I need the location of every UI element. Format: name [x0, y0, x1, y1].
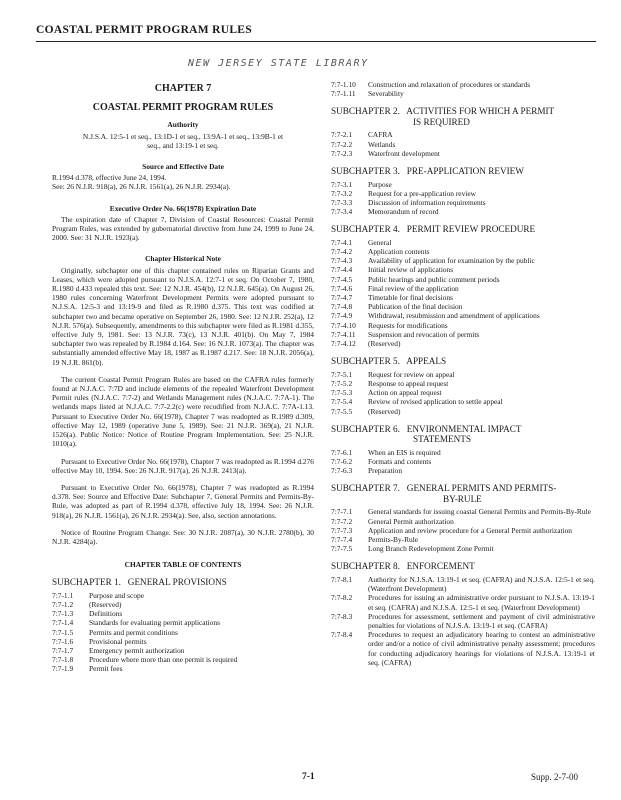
- toc-section-title: Permit fees: [89, 664, 123, 674]
- toc-section-number: 7:7-2.3: [331, 148, 353, 158]
- toc-section-number: 7:7-5.5: [331, 406, 353, 416]
- toc-section-number: 7:7-3.4: [331, 207, 353, 217]
- toc-section-number: 7:7-2.1: [331, 130, 353, 140]
- toc-section-number: 7:7-4.5: [331, 274, 353, 284]
- toc-section-title: Formats and contents: [368, 456, 432, 466]
- toc-section-title: General: [368, 237, 392, 247]
- toc-section-number: 7:7-8.2: [331, 593, 353, 603]
- toc-entry: [331, 140, 595, 149]
- toc-section-number: 7:7-1.11: [331, 89, 356, 99]
- toc-section-title: Discussion of information requirements: [368, 197, 486, 207]
- toc-entry: [331, 535, 595, 544]
- subchapter-6-title: [331, 424, 595, 445]
- toc-section-title: Public hearings and public comment periods: [368, 274, 500, 284]
- toc-entry: [331, 517, 595, 526]
- toc-section-number: 7:7-6.1: [331, 447, 353, 457]
- toc-section-number: 7:7-4.2: [331, 247, 353, 257]
- source-line-1: R.1994 d.378, effective June 24, 1994.: [52, 173, 167, 183]
- chapter-number: CHAPTER 7: [154, 83, 212, 94]
- toc-section-title: Final review of the application: [368, 283, 459, 293]
- subchapter-5-title: SUBCHAPTER 5. APPEALS: [331, 356, 447, 367]
- subchapter-2-title: [331, 106, 595, 127]
- subchapter-6-list: [331, 448, 595, 476]
- right-column: [331, 80, 595, 667]
- toc-entry: [331, 379, 595, 388]
- toc-section-title: Review of revised application to settle appeal: [368, 397, 503, 407]
- toc-entry: [331, 457, 595, 466]
- toc-section-title: Response to appeal request: [368, 378, 449, 388]
- subchapter-2-list: [331, 130, 595, 158]
- toc-entry: [331, 321, 595, 330]
- toc-section-number: 7:7-8.1: [331, 574, 353, 584]
- toc-entry: [331, 388, 595, 397]
- toc-section-title: Emergency permit authorization: [89, 646, 185, 656]
- toc-section-title: Severability: [368, 89, 404, 99]
- toc-entry: [331, 247, 595, 256]
- toc-section-number: 7:7-4.6: [331, 283, 353, 293]
- source-heading: Source and Effective Date: [142, 162, 224, 172]
- toc-entry: [331, 302, 595, 311]
- executive-order-heading: Executive Order No. 66(1978) Expiration Date: [109, 203, 257, 213]
- toc-section-number: 7:7-3.1: [331, 179, 353, 189]
- toc-entry: [331, 149, 595, 158]
- subchapter-6-title-line-2: STATEMENTS: [413, 434, 471, 445]
- toc-section-title: Publication of the final decision: [368, 302, 463, 312]
- toc-section-number: 7:7-8.3: [331, 611, 353, 621]
- running-head: COASTAL PERMIT PROGRAM RULES: [36, 24, 252, 36]
- toc-entry: [331, 265, 595, 274]
- toc-section-number: 7:7-4.10: [331, 320, 356, 330]
- subchapter-8-title: SUBCHAPTER 8. ENFORCEMENT: [331, 561, 475, 572]
- toc-entry: [331, 284, 595, 293]
- toc-entry: [331, 526, 595, 535]
- historical-note-p3: Pursuant to Executive Order No. 66(1978), Chapter 7 was readopted as R.1994 d.276 effective May 10, 1994. See: 26 N.J.R. 917(a), 26 N.J.R. 2413(a).: [52, 456, 314, 475]
- toc-section-title: Purpose and scope: [89, 590, 145, 600]
- toc-entry: [331, 370, 595, 379]
- toc-section-title: Availability of application for examination by the public: [368, 256, 535, 266]
- toc-section-title: Suspension and revocation of permits: [368, 329, 480, 339]
- subchapter-5-list: [331, 370, 595, 416]
- toc-section-number: 7:7-5.1: [331, 369, 353, 379]
- subchapter-1-continued-list: [331, 80, 595, 98]
- toc-section-title: Memorandum of record: [368, 207, 439, 217]
- toc-section-title: Purpose: [368, 179, 392, 189]
- toc-entry: [331, 275, 595, 284]
- toc-section-number: 7:7-1.10: [331, 80, 356, 89]
- toc-entry: [331, 238, 595, 247]
- toc-section-number: 7:7-1.3: [52, 609, 74, 619]
- toc-section-number: 7:7-1.1: [52, 590, 74, 600]
- toc-section-number: 7:7-8.4: [331, 630, 353, 640]
- toc-entry: [331, 575, 595, 593]
- page-number: 7-1: [302, 772, 315, 782]
- toc-section-title: Request for a pre-application review: [368, 188, 476, 198]
- chapter-title: COASTAL PERMIT PROGRAM RULES: [92, 102, 274, 114]
- toc-entry: [331, 89, 595, 98]
- toc-entry: [52, 637, 314, 646]
- subchapter-1-list: [52, 591, 314, 674]
- toc-entry: [52, 655, 314, 664]
- toc-entry: [331, 189, 595, 198]
- toc-entry: [331, 448, 595, 457]
- toc-section-title: Preparation: [368, 466, 403, 476]
- toc-section-title: Definitions: [89, 609, 123, 619]
- toc-section-title: Action on appeal request: [368, 388, 442, 398]
- toc-entry: [331, 80, 595, 89]
- toc-section-number: 7:7-4.12: [331, 339, 356, 349]
- subchapter-3-title: SUBCHAPTER 3. PRE-APPLICATION REVIEW: [331, 166, 524, 177]
- toc-section-title: When an EIS is required: [368, 447, 441, 457]
- subchapter-7-list: [331, 507, 595, 553]
- toc-entry: [52, 591, 314, 600]
- toc-section-title: Procedures to request an adjudicatory hearing to contest an administrative order and/or a notice of civil administrative penalty assessment; procedures for conducting adjudicatory hearings for violations of N.J.S.A. 13:19-1 et seq. (CAFRA): [368, 630, 595, 667]
- toc-section-number: 7:7-5.3: [331, 388, 353, 398]
- toc-entry: [331, 339, 595, 348]
- toc-section-number: 7:7-4.1: [331, 237, 353, 247]
- historical-note-p4: Pursuant to Executive Order No. 66(1978), Chapter 7 was readopted as R.1994 d.378. See: Source and Effective Date: Subchapter 7, General Permits and Permits-By-Rule, was adopted as part of R.1994 d.378, effective July 18, 1994. See: 26 N.J.R. 918(a), 26 N.J.R. 1561(a), 26 N.J.R. 2934(a). See, also, section annotations.: [52, 482, 314, 520]
- toc-section-number: 7:7-4.3: [331, 256, 353, 266]
- toc-section-title: Procedures for issuing an administrative order pursuant to N.J.S.A. 13:19-1 et seq. (CAFRA) and N.J.S.A. 12:5-1 et seq. (Waterfront Development): [368, 593, 595, 612]
- toc-section-title: Standards for evaluating permit applications: [89, 618, 220, 628]
- toc-entry: [331, 397, 595, 406]
- header-rule: [36, 41, 596, 42]
- toc-section-title: (Reserved): [368, 339, 401, 349]
- toc-section-number: 7:7-1.4: [52, 618, 74, 628]
- toc-section-title: Requests for modifications: [368, 320, 448, 330]
- toc-section-title: Authority for N.J.S.A. 13:19-1 et seq. (CAFRA) and N.J.S.A. 12:5-1 et seq. (Waterfront Development): [368, 574, 595, 594]
- toc-section-number: 7:7-1.5: [52, 627, 74, 637]
- toc-section-title: Application contents: [368, 247, 430, 257]
- toc-section-title: General standards for issuing coastal General Permits and Permits-By-Rule: [368, 507, 591, 517]
- toc-section-number: 7:7-1.9: [52, 664, 74, 674]
- toc-entry: [331, 593, 595, 611]
- authority-heading: Authority: [167, 120, 199, 130]
- subchapter-1-title: SUBCHAPTER 1. GENERAL PROVISIONS: [52, 577, 227, 588]
- toc-section-title: Procedure where more than one permit is required: [89, 655, 238, 665]
- toc-section-title: Request for review on appeal: [368, 369, 455, 379]
- toc-section-title: Withdrawal, resubmission and amendment of applications: [368, 311, 540, 321]
- toc-section-number: 7:7-4.9: [331, 311, 353, 321]
- subchapter-3-list: [331, 180, 595, 217]
- supplement-date: Supp. 2-7-00: [531, 772, 578, 782]
- toc-section-number: 7:7-7.1: [331, 507, 353, 517]
- toc-entry: [52, 600, 314, 609]
- toc-entry: [331, 293, 595, 302]
- toc-section-number: 7:7-6.3: [331, 466, 353, 476]
- toc-entry: [331, 330, 595, 339]
- toc-entry: [331, 311, 595, 320]
- subchapter-7-title: [331, 483, 595, 504]
- toc-section-number: 7:7-2.2: [331, 139, 353, 149]
- toc-section-number: 7:7-3.3: [331, 197, 353, 207]
- subchapter-2-title-line-1: SUBCHAPTER 2. ACTIVITIES FOR WHICH A PERMIT: [331, 106, 555, 117]
- subchapter-6-title-line-1: SUBCHAPTER 6. ENVIRONMENTAL IMPACT: [331, 423, 522, 434]
- historical-note-p5: Notice of Routine Program Change. See: 30 N.J.R. 2087(a), 30 N.J.R. 2780(b), 30 N.J.R. 4284(a).: [52, 527, 314, 546]
- authority-text: N.J.S.A. 12:5-1 et seq., 13:1D-1 et seq., 13:9A-1 et seq., 13:9B-1 et seq., and 13:19-1 et seq.: [82, 131, 284, 150]
- toc-section-title: Wetlands: [368, 139, 396, 149]
- subchapter-8-list: [331, 575, 595, 667]
- toc-entry: [331, 407, 595, 416]
- subchapter-4-list: [331, 238, 595, 348]
- toc-section-number: 7:7-3.2: [331, 188, 353, 198]
- toc-section-title: Application and review procedure for a General Permit authorization: [368, 525, 572, 535]
- historical-note-p2: The current Coastal Permit Program Rules are based on the CAFRA rules formerly found at N.J.A.C. 7:7D and include elements of the repealed Waterfront Development Permit rules (N.J.A.C. 7:7-2) and Wetlands Management rules (N.J.A.C. 7:7A-1). The wetlands maps listed at N.J.A.C. 7:7-2.2(c) were recodified from N.J.A.C. 7:7A-1.13. Pursuant to Executive Order No. 66(1978), Chapter 7 was readopted as R.1989 d.309, effective May 12, 1989 (operative June 5, 1989). See: 21 N.J.R. 369(a), 21 N.J.R. 1526(a). Public Notice: Notice of Routine Program Implementation. See: 25 N.J.R. 1010(a).: [52, 374, 314, 449]
- source-line-2: See: 26 N.J.R. 918(a), 26 N.J.R. 1561(a), 26 N.J.R. 2934(a).: [52, 182, 231, 192]
- toc-section-number: 7:7-4.7: [331, 293, 353, 303]
- toc-section-title: General Permit authorization: [368, 516, 454, 526]
- toc-section-title: Construction and relaxation of procedures or standards: [368, 80, 531, 89]
- toc-section-number: 7:7-4.4: [331, 265, 353, 275]
- toc-section-title: Procedures for assessment, settlement and payment of civil administrative penalties for violations of N.J.S.A. 13:19-1 et seq. (CAFRA): [368, 611, 595, 630]
- toc-section-number: 7:7-7.2: [331, 516, 353, 526]
- toc-section-number: 7:7-7.3: [331, 525, 353, 535]
- toc-entry: [331, 256, 595, 265]
- library-stamp: NEW JERSEY STATE LIBRARY: [188, 58, 369, 69]
- historical-note-p1: Originally, subchapter one of this chapter contained rules on Riparian Grants and Leases, which were adopted pursuant to N.J.S.A. 12:7-1 et seq. On October 7, 1980, R.1980 d.433 repealed this text. See: 12 N.J.R. 454(b), 12 N.J.R. 645(a). On August 26, 1980 rules concerning Waterfront Development Permits were adopted pursuant to N.J.S.A. 12:5-3 and 13:19-9 and filed as R.1980 d.375. This text was codified at subchapter two and became operative on September 26, 1980. See: 12 N.J.R. 252(a), 12 N.J.R. 576(a). Subsequently, amendments to this subchapter were filed as R.1981 d.355, effective July 9, 1981. See: 13 N.J.R. 73(c), 13 N.J.R. 401(b). On May 7, 1984 subchapter two was repealed by R.1984 d.164. See: 16 N.J.R. 1073(a). The chapter was substantially amended effective May 18, 1987 as R.1987 d.217. See: 18 N.J.R. 2056(a), 19 N.J.R. 861(b).: [52, 265, 314, 367]
- toc-entry: [331, 198, 595, 207]
- toc-section-number: 7:7-4.11: [331, 329, 356, 339]
- toc-entry: [52, 609, 314, 618]
- toc-section-number: 7:7-7.5: [331, 544, 353, 554]
- toc-section-number: 7:7-5.4: [331, 397, 353, 407]
- toc-section-title: Long Branch Redevelopment Zone Permit: [368, 544, 494, 554]
- toc-entry: [331, 630, 595, 667]
- toc-heading: CHAPTER TABLE OF CONTENTS: [124, 560, 242, 570]
- toc-section-number: 7:7-1.8: [52, 655, 74, 665]
- toc-section-number: 7:7-1.6: [52, 636, 74, 646]
- toc-section-number: 7:7-1.7: [52, 646, 74, 656]
- toc-entry: [331, 130, 595, 139]
- executive-order-text: The expiration date of Chapter 7, Division of Coastal Resources: Coastal Permit Program Rules, was extended by gubernatorial directive from June 24, 1999 to June 24, 2000. See: 31 N.J.R. 1923(a).: [52, 214, 314, 243]
- toc-section-title: Permits and permit conditions: [89, 627, 178, 637]
- subchapter-7-title-line-1: SUBCHAPTER 7. GENERAL PERMITS AND PERMITS-: [331, 483, 557, 494]
- toc-section-number: 7:7-5.2: [331, 378, 353, 388]
- toc-section-number: 7:7-7.4: [331, 535, 353, 544]
- toc-section-number: 7:7-4.8: [331, 302, 353, 312]
- toc-section-title: Initial review of applications: [368, 265, 454, 275]
- left-column: [52, 80, 314, 674]
- toc-entry: [331, 466, 595, 475]
- toc-section-number: 7:7-6.2: [331, 456, 353, 466]
- toc-section-title: CAFRA: [368, 130, 393, 140]
- toc-section-number: 7:7-1.2: [52, 600, 74, 610]
- subchapter-4-title: SUBCHAPTER 4. PERMIT REVIEW PROCEDURE: [331, 224, 536, 235]
- toc-entry: [52, 618, 314, 627]
- toc-entry: [331, 207, 595, 216]
- toc-entry: [52, 628, 314, 637]
- toc-entry: [52, 664, 314, 673]
- subchapter-7-title-line-2: BY-RULE: [443, 493, 482, 504]
- toc-entry: [331, 180, 595, 189]
- toc-entry: [331, 507, 595, 516]
- toc-section-title: Timetable for final decisions: [368, 293, 453, 303]
- toc-section-title: Waterfront development: [368, 148, 440, 158]
- toc-section-title: (Reserved): [368, 406, 401, 416]
- historical-note-heading: Chapter Historical Note: [145, 254, 221, 264]
- toc-entry: [331, 612, 595, 630]
- toc-entry: [331, 544, 595, 553]
- toc-section-title: Provisional permits: [89, 636, 147, 646]
- subchapter-2-title-line-2: IS REQUIRED: [413, 116, 470, 127]
- toc-section-title: (Reserved): [89, 600, 122, 610]
- toc-section-title: Permits-By-Rule: [368, 535, 419, 544]
- toc-entry: [52, 646, 314, 655]
